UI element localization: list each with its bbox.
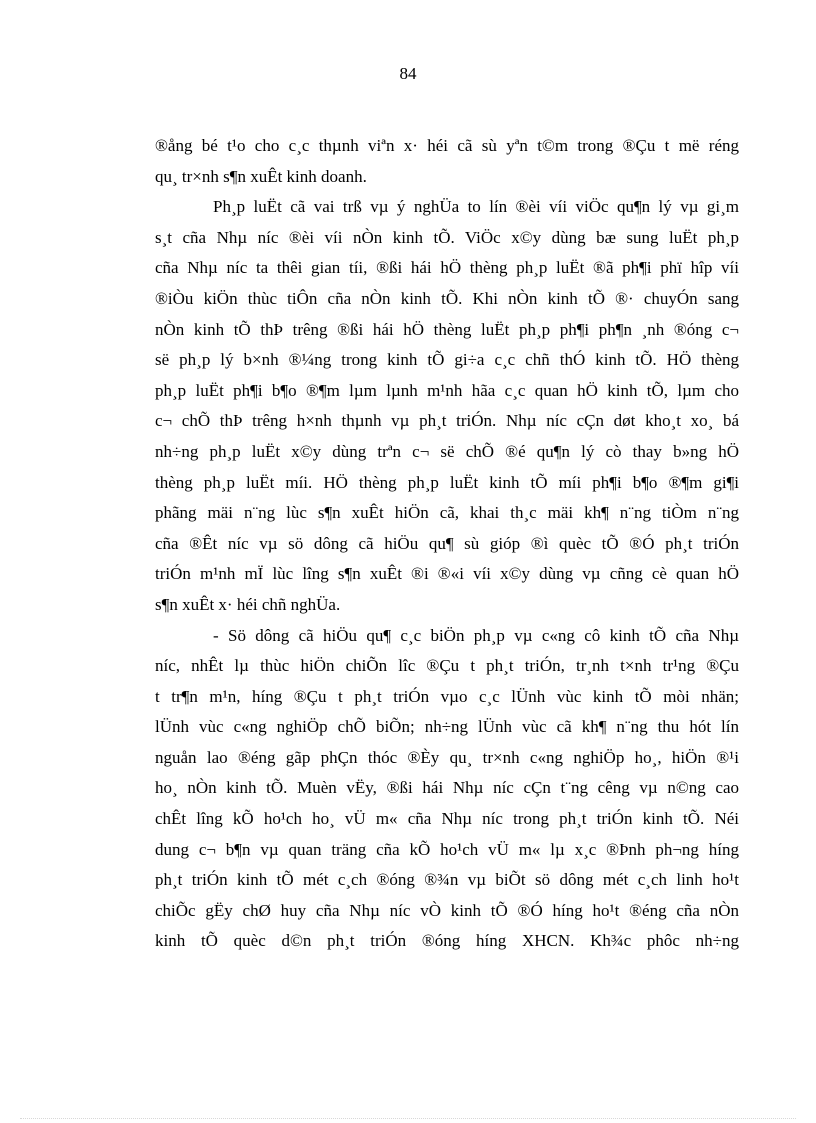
text-line: s¸t cña Nhµ níc ®èi víi nÒn kinh tÕ. ViÖc x©y dùng bæ sung luËt ph¸p — [155, 227, 739, 247]
text-line: ®iÒu kiÖn thùc tiÔn cña nÒn kinh tÕ. Khi nÒn kinh tÕ ®· chuyÓn sang — [155, 288, 739, 308]
text-line: s¶n xuÊt x· héi chñ nghÜa. — [155, 594, 341, 614]
text-line: ph¸t triÓn kinh tÕ mét c¸ch ®óng ®¾n vµ biÕt sö dông mét c¸ch linh ho¹t — [155, 870, 739, 890]
text-line: lÜnh vùc c«ng nghiÖp chÕ biÕn; nh÷ng lÜnh vùc cã kh¶ n¨ng thu hót lín — [155, 717, 739, 737]
text-line: chiÕc gËy chØ huy cña Nhµ níc vÒ kinh tÕ ®Ó híng ho¹t ®éng cña nÒn — [155, 900, 739, 920]
text-line: nguån lao ®éng gãp phÇn thóc ®Èy qu¸ tr×nh c«ng nghiÖp ho¸, hiÖn ®¹i — [155, 747, 739, 767]
text-line: nÒn kinh tÕ thÞ trêng ®ßi hái hÖ thèng luËt ph¸p ph¶i ph¶n ¸nh ®óng c¬ — [155, 319, 739, 339]
text-line: kinh tÕ quèc d©n ph¸t triÓn ®óng híng XHCN. Kh¾c phôc nh÷ng — [155, 931, 739, 951]
text-line: ph¸p luËt ph¶i b¶o ®¶m lµm lµnh m¹nh hãa c¸c quan hÖ kinh tÕ, lµm cho — [155, 380, 739, 400]
text-line: Ph¸p luËt cã vai trß vµ ý nghÜa to lín ®èi víi viÖc qu¶n lý vµ gi¸m — [213, 197, 739, 217]
page-bottom-border — [20, 1118, 796, 1119]
text-line: dung c¬ b¶n vµ quan träng cña kÕ ho¹ch vÜ m« lµ x¸c ®Þnh ph¬ng híng — [155, 839, 739, 859]
text-line: phãng mäi n¨ng lùc s¶n xuÊt hiÖn cã, khai th¸c mäi kh¶ n¨ng tiÒm n¨ng — [155, 503, 739, 523]
text-line: thèng ph¸p luËt míi. HÖ thèng ph¸p luËt kinh tÕ míi ph¶i b¶o ®¶m gi¶i — [155, 472, 739, 492]
text-line: nh÷ng ph¸p luËt x©y dùng trªn c¬ së chÕ ®é qu¶n lý cò thay b»ng hÖ — [155, 441, 739, 461]
text-line: cña Nhµ níc ta thêi gian tíi, ®ßi hái hÖ thèng ph¸p luËt ®ã ph¶i phï hîp víi — [155, 258, 739, 278]
text-line: t tr¶n m¹n, híng ®Çu t ph¸t triÓn vµo c¸c lÜnh vùc kinh tÕ mòi nhän; — [155, 686, 739, 706]
text-line: níc, nhÊt lµ thùc hiÖn chiÕn lîc ®Çu t ph¸t triÓn, tr¸nh t×nh tr¹ng ®Çu — [155, 656, 739, 676]
text-line: c¬ chÕ thÞ trêng h×nh thµnh vµ ph¸t triÓn. Nhµ níc cÇn døt kho¸t xo¸ bá — [155, 411, 739, 431]
page-number: 84 — [399, 64, 417, 83]
text-line: triÓn m¹nh mÏ lùc lîng s¶n xuÊt ®i ®«i víi x©y dùng vµ cñng cè quan hÖ — [155, 564, 739, 584]
text-line: - Sö dông cã hiÖu qu¶ c¸c biÖn ph¸p vµ c«ng cô kinh tÕ cña Nhµ — [213, 625, 739, 645]
body-text — [155, 131, 739, 957]
text-line: qu¸ tr×nh s¶n xuÊt kinh doanh. — [155, 166, 367, 186]
text-line: cña ®Êt níc vµ sö dông cã hiÖu qu¶ sù gióp ®ì quèc tÕ ®Ó ph¸t triÓn — [155, 533, 739, 553]
text-line: ®ång bé t¹o cho c¸c thµnh viªn x· héi cã sù yªn t©m trong ®Çu t më réng — [155, 136, 739, 155]
text-line: chÊt lîng kÕ ho¹ch ho¸ vÜ m« cña Nhµ níc trong ph¸t triÓn kinh tÕ. Néi — [155, 809, 739, 829]
text-line: së ph¸p lý b×nh ®¼ng trong kinh tÕ gi÷a c¸c chñ thÓ kinh tÕ. HÖ thèng — [155, 350, 739, 370]
text-line: ho¸ nÒn kinh tÕ. Muèn vËy, ®ßi hái Nhµ níc cÇn t¨ng cêng vµ n©ng cao — [155, 778, 739, 798]
